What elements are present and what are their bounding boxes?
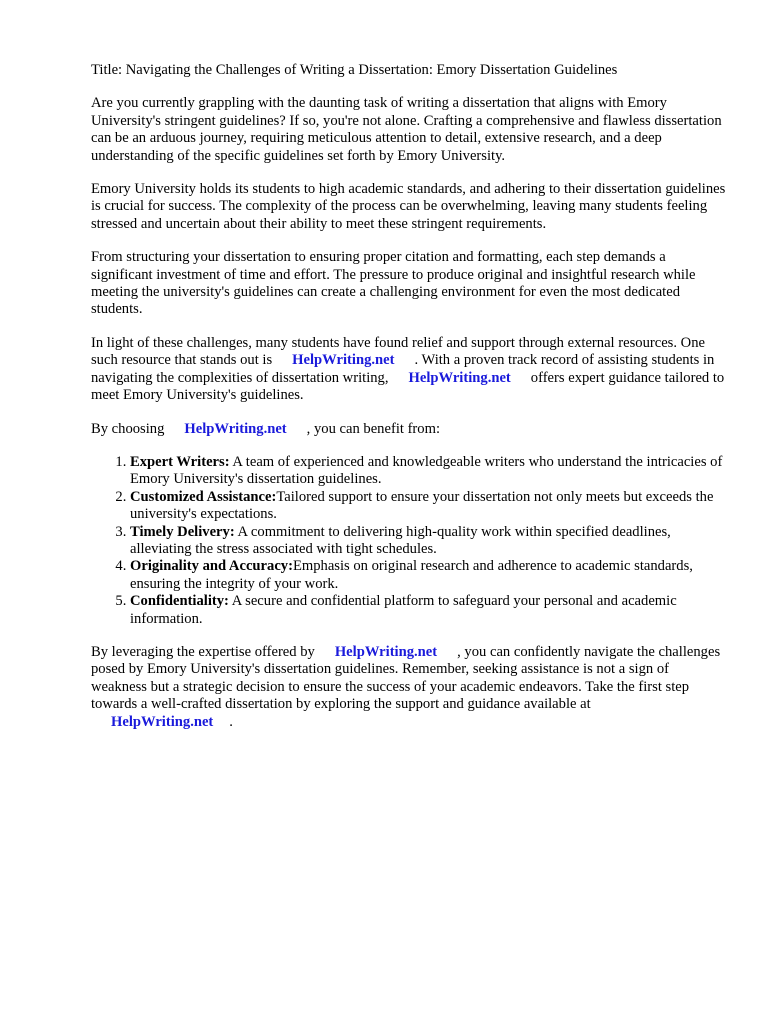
paragraph-benefits-intro bbox=[91, 421, 728, 438]
helpwriting-link[interactable]: HelpWriting.net bbox=[111, 713, 214, 730]
list-item-term: Customized Assistance: bbox=[130, 488, 277, 505]
conclusion-text-a: By leveraging the expertise offered by bbox=[91, 643, 315, 660]
paragraph-intro: Are you currently grappling with the daunting task of writing a dissertation that aligns with Emory University's stringent guidelines? If so, you're not alone. Crafting a comprehensive and flawless dissertation can be an arduous journey, requiring meticulous attention to detail, extensive research, and a deep understanding of the specific guidelines set forth by Emory University. bbox=[91, 95, 722, 164]
list-item bbox=[130, 593, 728, 628]
helpwriting-link[interactable]: HelpWriting.net bbox=[334, 643, 438, 660]
list-item-text: A commitment to delivering high-quality work within specified deadlines, alleviating the stress associated with tight schedules. bbox=[130, 523, 671, 557]
list-item-text: Tailored support to ensure your dissertation not only meets but exceeds the university's expectations. bbox=[130, 488, 714, 523]
helpwriting-link[interactable]: HelpWriting.net bbox=[184, 420, 287, 437]
conclusion-text-b: , you can confidently navigate the challenges posed by Emory University's dissertation guidelines. Remember, seeking assistance is not a sign of weakness but a strategic decision to ensure the success of your academic endeavors. Take the first step towards a well-crafted dissertation by exploring the support and guidance available at bbox=[91, 643, 721, 713]
document-title: Title: Navigating the Challenges of Writing a Dissertation: Emory Dissertation Guidelines bbox=[91, 62, 618, 78]
list-item bbox=[130, 454, 728, 489]
list-item-text: A team of experienced and knowledgeable writers who understand the intricacies of Emory University's dissertation guidelines. bbox=[130, 453, 723, 488]
paragraph-structure: From structuring your dissertation to ensuring proper citation and formatting, each step demands a significant investment of time and effort. The pressure to produce original and insightful research while meeting the university's guidelines can create a challenging environment for even the most dedicated students. bbox=[91, 249, 696, 318]
benefits-list bbox=[91, 454, 728, 628]
list-item bbox=[130, 558, 728, 593]
list-item-term: Originality and Accuracy: bbox=[130, 558, 293, 575]
conclusion-text-c: . bbox=[229, 713, 233, 730]
list-item bbox=[130, 524, 728, 559]
list-item-term: Timely Delivery: bbox=[130, 523, 235, 540]
benefits-intro-text-a: By choosing bbox=[91, 420, 165, 437]
list-item-term: Confidentiality: bbox=[130, 593, 229, 610]
benefits-intro-text-b: , you can benefit from: bbox=[306, 420, 440, 437]
list-item-text: Emphasis on original research and adherence to academic standards, ensuring the integrity of your work. bbox=[130, 558, 693, 592]
list-item-term: Expert Writers: bbox=[130, 453, 230, 470]
paragraph-resources bbox=[91, 335, 728, 405]
paragraph-resources-text-a: In light of these challenges, many students have found relief and support through external resources. One such resource that stands out is bbox=[91, 334, 705, 369]
paragraph-resources-text-b: . With a proven track record of assisting students in navigating the complexities of dissertation writing, bbox=[91, 352, 715, 386]
paragraph-standards: Emory University holds its students to high academic standards, and adhering to their dissertation guidelines is crucial for success. The complexity of the process can be overwhelming, leaving many students feeling stressed and uncertain about their ability to meet these stringent requirements. bbox=[91, 181, 726, 232]
list-item bbox=[130, 489, 728, 524]
paragraph-resources-text-c: offers expert guidance tailored to meet Emory University's guidelines. bbox=[91, 369, 725, 404]
list-item-text: A secure and confidential platform to safeguard your personal and academic information. bbox=[130, 593, 677, 627]
paragraph-conclusion bbox=[91, 644, 728, 731]
helpwriting-link[interactable]: HelpWriting.net bbox=[408, 369, 511, 386]
helpwriting-link[interactable]: HelpWriting.net bbox=[292, 352, 395, 369]
